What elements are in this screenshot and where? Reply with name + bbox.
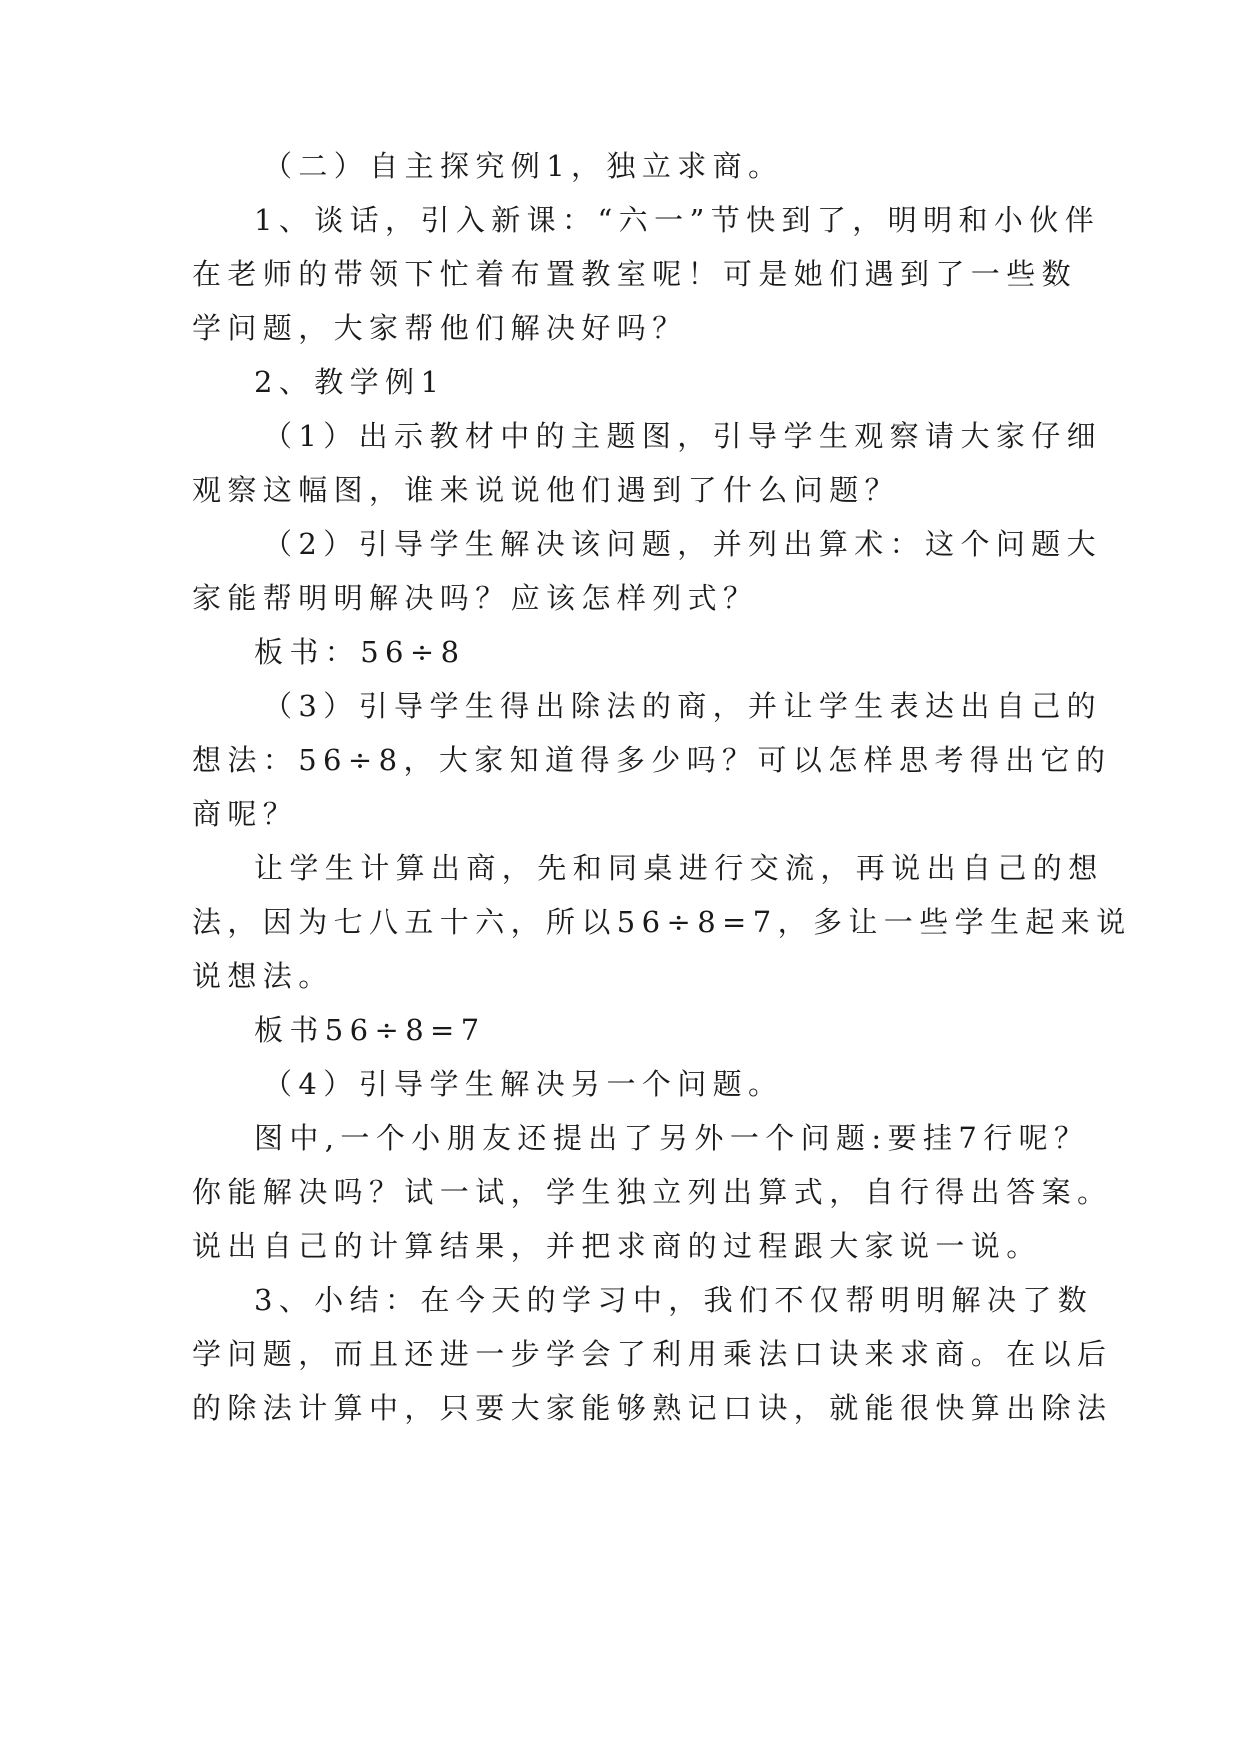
paragraph-line: 学问题，而且还进一步学会了利用乘法口诀来求商。在以后: [192, 1337, 1113, 1371]
paragraph-line: （4）引导学生解决另一个问题。: [263, 1067, 784, 1101]
paragraph-line: 说出自己的计算结果，并把求商的过程跟大家说一说。: [192, 1229, 1042, 1263]
paragraph-line: 法，因为七八五十六，所以56÷8=7，多让一些学生起来说: [192, 905, 1132, 939]
paragraph-line: 让学生计算出商，先和同桌进行交流，再说出自己的想: [254, 851, 1104, 885]
paragraph-line: （1）出示教材中的主题图，引导学生观察请大家仔细: [263, 419, 1103, 453]
paragraph-line: 想法：56÷8，大家知道得多少吗？可以怎样思考得出它的: [192, 743, 1112, 777]
paragraph-line: 学问题，大家帮他们解决好吗？: [192, 311, 688, 345]
paragraph-line: 观察这幅图，谁来说说他们遇到了什么问题？: [192, 473, 901, 507]
paragraph-line: 1、谈话，引入新课：“六一”节快到了，明明和小伙伴: [254, 203, 1101, 237]
paragraph-line: 3、小结：在今天的学习中，我们不仅帮明明解决了数: [254, 1283, 1094, 1317]
paragraph-line: 商呢？: [192, 797, 299, 831]
subsection-heading: 2、教学例1: [254, 365, 446, 399]
board-note: 板书56÷8=7: [254, 1013, 486, 1047]
paragraph-line: 你能解决吗？试一试，学生独立列出算式，自行得出答案。: [192, 1175, 1113, 1209]
paragraph-line: 说想法。: [192, 959, 334, 993]
paragraph-line: 家能帮明明解决吗？应该怎样列式？: [192, 581, 759, 615]
board-note: 板书：56÷8: [254, 635, 466, 669]
section-heading: （二）自主探究例1，独立求商。: [263, 149, 784, 183]
paragraph-line: 图中,一个小朋友还提出了另外一个问题:要挂7行呢？: [254, 1121, 1090, 1155]
paragraph-line: （3）引导学生得出除法的商，并让学生表达出自己的: [263, 689, 1103, 723]
paragraph-line: （2）引导学生解决该问题，并列出算术：这个问题大: [263, 527, 1103, 561]
paragraph-line: 的除法计算中，只要大家能够熟记口诀，就能很快算出除法: [192, 1391, 1113, 1425]
paragraph-line: 在老师的带领下忙着布置教室呢！可是她们遇到了一些数: [192, 257, 1078, 291]
